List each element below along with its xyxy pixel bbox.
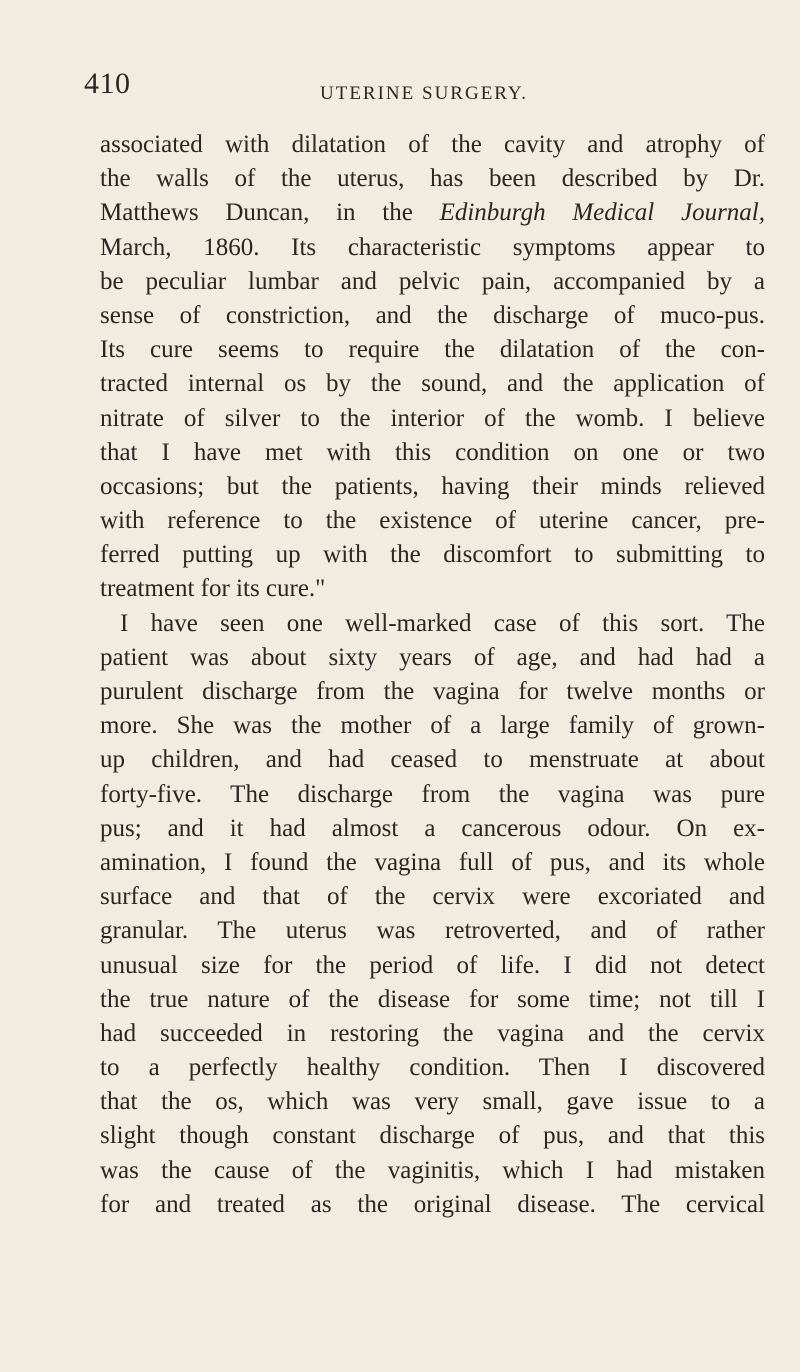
- text-line: forty-five. The discharge from the vagina was pure: [100, 780, 765, 808]
- text-line: I have seen one well-marked case of this sort. The: [120, 609, 765, 637]
- text-line: ferred putting up with the discomfort to submitting to: [100, 541, 765, 569]
- text-line: occasions; but the patients, having their minds relieved: [100, 472, 765, 500]
- text-line: treatment for its cure.": [100, 575, 326, 603]
- text-line: the walls of the uterus, has been described by Dr.: [100, 165, 765, 193]
- running-head: UTERINE SURGERY.: [320, 83, 528, 104]
- text-line: slight though constant discharge of pus, and that this: [100, 1122, 765, 1150]
- text-line: associated with dilatation of the cavity and atrophy of: [100, 131, 765, 158]
- text-line: granular. The uterus was retroverted, and of rather: [100, 917, 765, 945]
- journal-title: Edinburgh Medical Journal,: [439, 199, 765, 227]
- text-line: was the cause of the vaginitis, which I had mistaken: [100, 1156, 765, 1184]
- text-line: tracted internal os by the sound, and the application of: [100, 370, 765, 398]
- text-line: unusual size for the period of life. I did not detect: [100, 951, 765, 979]
- text-line: to a perfectly healthy condition. Then I discovered: [100, 1054, 765, 1082]
- text-line: the true nature of the disease for some time; not till I: [100, 985, 765, 1013]
- text-line: with reference to the existence of uterine cancer, pre-: [100, 507, 765, 535]
- text-line: nitrate of silver to the interior of the womb. I believe: [100, 404, 765, 432]
- text-line: be peculiar lumbar and pelvic pain, accompanied by a: [100, 267, 765, 295]
- text-fragment: Matthews Duncan, in the: [100, 199, 440, 227]
- text-line: patient was about sixty years of age, and had had a: [100, 643, 765, 671]
- text-line: that I have met with this condition on one or two: [100, 438, 765, 466]
- text-line: Its cure seems to require the dilatation of the con-: [100, 336, 765, 364]
- page-number: 410: [84, 67, 131, 100]
- text-line: March, 1860. Its characteristic symptoms appear to: [100, 233, 765, 261]
- body-text: [100, 128, 765, 1222]
- text-line: more. She was the mother of a large family of grown-: [100, 712, 765, 740]
- text-line: amination, I found the vagina full of pus, and its whole: [100, 848, 765, 876]
- text-line: that the os, which was very small, gave issue to a: [100, 1088, 765, 1116]
- text-line: for and treated as the original disease. The cervical: [100, 1190, 765, 1218]
- text-line: had succeeded in restoring the vagina and the cervix: [100, 1019, 765, 1047]
- text-line: up children, and had ceased to menstruate at about: [100, 746, 765, 774]
- text-line: [100, 196, 765, 230]
- text-line: purulent discharge from the vagina for twelve months or: [100, 678, 765, 705]
- text-line: surface and that of the cervix were excoriated and: [100, 883, 765, 911]
- text-line: pus; and it had almost a cancerous odour. On ex-: [100, 814, 765, 842]
- text-line: sense of constriction, and the discharge of muco-pus.: [100, 301, 765, 329]
